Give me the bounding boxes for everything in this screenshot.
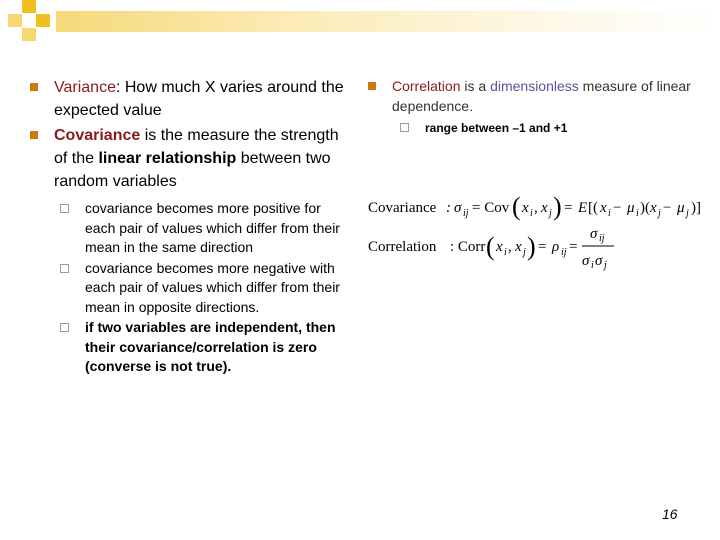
svg-text:x: x	[600, 200, 607, 216]
bullet-variance	[30, 76, 350, 122]
square-bullet-icon	[30, 131, 38, 139]
correlation-term: Correlation	[392, 78, 461, 94]
variance-text: : How much X varies around the expected value	[54, 79, 344, 119]
svg-text:i: i	[608, 208, 611, 219]
svg-text:i: i	[504, 247, 507, 258]
svg-text:x: x	[496, 239, 503, 255]
slide-number: 16	[662, 506, 678, 522]
covariance-term: Covariance	[54, 127, 141, 144]
svg-text:= Cov: = Cov	[472, 200, 510, 216]
hollow-square-bullet-icon	[60, 204, 69, 213]
svg-text:x: x	[515, 239, 522, 255]
correlation-formula-label: Correlation	[368, 239, 437, 255]
svg-text:)]: )]	[691, 200, 701, 216]
hollow-square-bullet-icon	[60, 264, 69, 273]
svg-text:: Corr: : Corr	[450, 239, 486, 255]
variance-term: Variance	[54, 79, 116, 96]
corner-decoration-top	[22, 0, 36, 13]
svg-text:j: j	[658, 208, 661, 219]
svg-text:,: ,	[508, 239, 512, 255]
square-bullet-icon	[30, 83, 38, 91]
svg-text:)(: )(	[640, 200, 650, 216]
sub-bullet-independent	[60, 318, 350, 377]
covariance-text-before: is the measure the strength of the	[54, 127, 339, 167]
svg-text:j: j	[549, 208, 552, 219]
covariance-formula-label: Covariance	[368, 200, 437, 216]
sub-bullet-text: covariance becomes more negative with each pair of values which differ from their mean in opposite directions.	[85, 259, 340, 315]
sub-bullet-list	[30, 199, 350, 377]
svg-text:−: −	[613, 200, 622, 216]
correlation-mid: is a	[460, 78, 491, 94]
svg-text:σ: σ	[590, 226, 598, 242]
right-column	[368, 76, 708, 136]
covariance-text-after: between two random variables	[54, 150, 331, 190]
sub-bullet-text: covariance becomes more positive for each pair of values which differ from their mean in the same direction	[85, 200, 340, 255]
svg-text:): )	[553, 192, 562, 221]
sub-bullet-text: if two variables are independent, then their covariance/correlation is zero (converse is not true).	[85, 319, 336, 374]
svg-text:x: x	[650, 200, 657, 216]
sub-bullet-positive	[60, 199, 350, 258]
svg-text:,: ,	[534, 200, 538, 216]
svg-text:j: j	[686, 208, 689, 219]
formula-image	[366, 186, 710, 278]
title-bar-decoration	[56, 11, 720, 32]
svg-text:i: i	[591, 260, 594, 271]
svg-text:ij: ij	[599, 233, 605, 244]
sub-bullet-negative	[60, 259, 350, 318]
svg-text:ij: ij	[463, 208, 469, 219]
dimensionless-text: dimensionless	[490, 78, 579, 94]
svg-text:ρ: ρ	[552, 239, 560, 255]
svg-text:(: (	[486, 232, 495, 261]
linear-relationship-text: linear relationship	[98, 150, 237, 167]
svg-text:[(: [(	[588, 200, 598, 216]
correlation-range-sub-bullet	[368, 120, 708, 136]
bullet-correlation	[368, 76, 708, 116]
svg-text:j: j	[523, 247, 526, 258]
svg-text:(: (	[512, 192, 521, 221]
svg-text:μ: μ	[627, 200, 635, 216]
correlation-range-text: range between –1 and +1	[425, 121, 568, 135]
svg-text:=: =	[538, 239, 547, 255]
svg-text::: :	[446, 200, 451, 216]
svg-text:σ: σ	[454, 200, 462, 216]
corner-decoration-bottom	[22, 28, 36, 41]
svg-text:=: =	[569, 239, 578, 255]
correlation-rest: measure of linear dependence.	[392, 78, 691, 114]
corner-decoration-center	[36, 14, 50, 27]
svg-text:σ: σ	[582, 253, 590, 269]
bullet-covariance	[30, 124, 350, 193]
square-bullet-icon	[368, 82, 376, 90]
svg-text:μ: μ	[677, 200, 685, 216]
svg-text:σ: σ	[595, 253, 603, 269]
svg-text:x: x	[522, 200, 529, 216]
hollow-square-bullet-icon	[400, 123, 409, 132]
corner-decoration-left	[8, 14, 22, 27]
svg-text:E: E	[578, 200, 588, 216]
left-column	[30, 76, 350, 378]
svg-text:i: i	[530, 208, 533, 219]
svg-text:x: x	[541, 200, 548, 216]
hollow-square-bullet-icon	[60, 323, 69, 332]
svg-text:): )	[527, 232, 536, 261]
svg-text:j: j	[604, 260, 607, 271]
svg-text:−: −	[663, 200, 672, 216]
svg-text:ij: ij	[561, 247, 567, 258]
svg-text:i: i	[636, 208, 639, 219]
svg-text:=: =	[564, 200, 573, 216]
